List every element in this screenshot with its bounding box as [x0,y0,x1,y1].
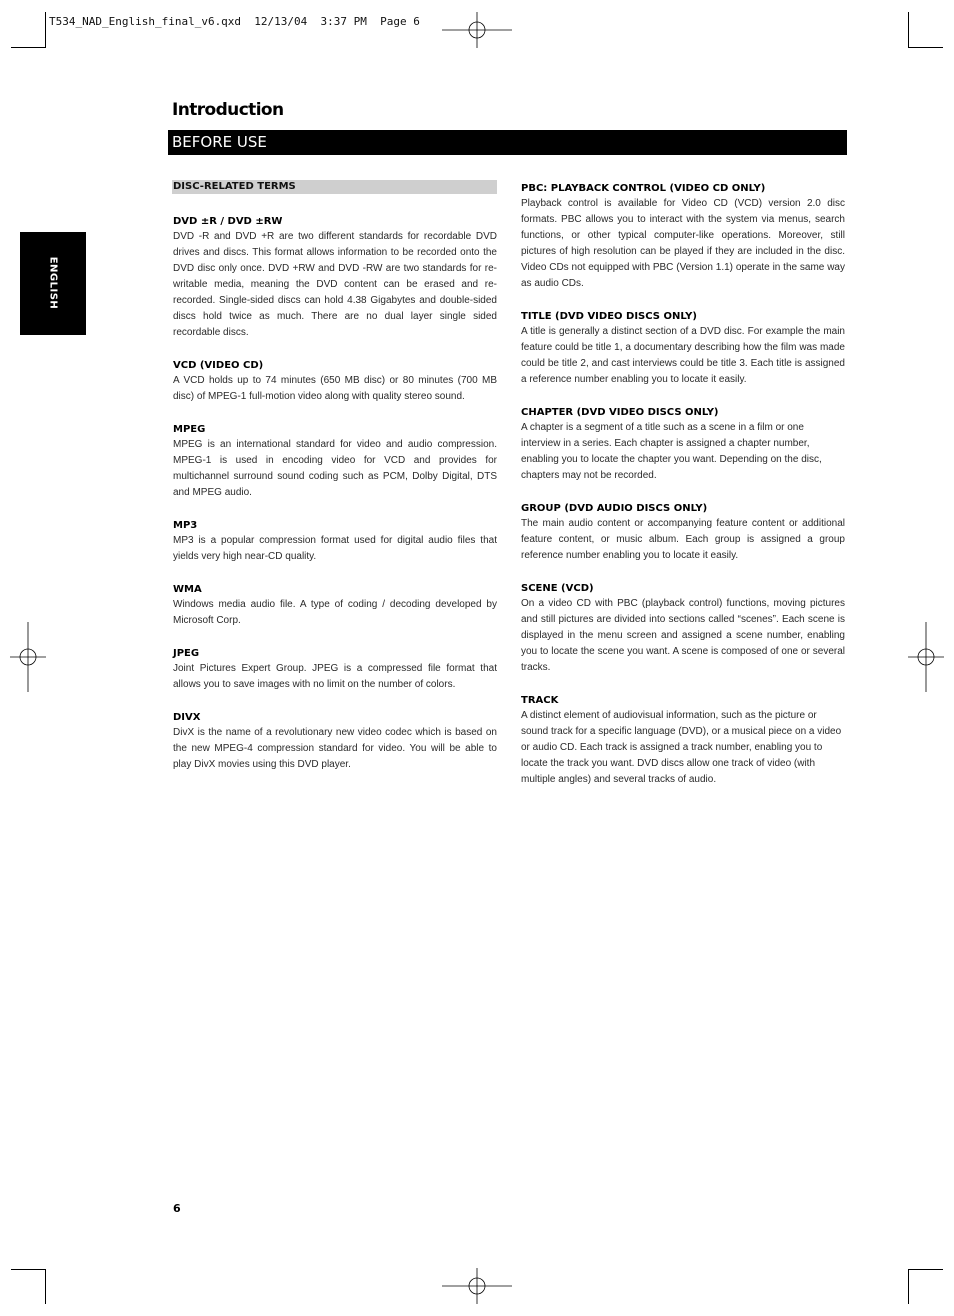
term-chapter [521,405,845,484]
page-number: 6 [173,1202,181,1215]
term-title: CHAPTER (DVD VIDEO DISCS ONLY) [521,407,719,418]
term-track [521,693,845,788]
term-wma [173,582,497,629]
term-title-dvd [521,309,845,388]
page-heading: Introduction [172,100,284,120]
term-title: MPEG [173,424,206,435]
term-dvd-r [173,214,497,341]
term-body: On a video CD with PBC (playback control) functions, moving pictures and still pictures are divided into sections called “scenes”. Each scene is displayed in the menu screen and assigned a scene number, enabling you to locate the scene you want. A scene is composed of one or several tracks. [521,598,845,673]
term-body: MPEG is an international standard for video and audio compression. MPEG-1 is used in encoding video for VCD and provides for multichannel surround sound coding such as PCM, Dolby Digital, DTS and MPEG audio. [173,439,497,498]
term-title: GROUP (DVD AUDIO DISCS ONLY) [521,503,708,514]
term-jpeg [173,646,497,693]
term-title: DIVX [173,712,201,723]
term-group [521,501,845,564]
right-column [521,180,845,805]
crop-mark [11,47,46,48]
term-title: MP3 [173,520,198,531]
crop-mark [908,1269,943,1270]
term-body: Playback control is available for Video CD (VCD) version 2.0 disc formats. PBC allows you to interact with the system via menus, search functions, or other typical computer-like operations. Moreover, still pictures of high resolution can be played if they are included in the disc. Video CDs not equipped with PBC (Version 1.1) operate in the same way as audio CDs. [521,198,845,289]
term-title: DVD ±R / DVD ±RW [173,216,283,227]
registration-mark-icon [906,622,946,692]
language-tab-label: ENGLISH [47,256,59,310]
term-body: A title is generally a distinct section of a DVD disc. For example the main feature could be title 1, a documentary describing how the film was made could be title 2, and cast interviews could be title 3. Each title is assigned a reference number enabling you to locate it easily. [521,326,845,385]
term-body: DivX is the name of a revolutionary new video codec which is based on the new MPEG-4 compression standard for video. You will be able to play DivX movies using this DVD player. [173,727,497,770]
term-title: PBC: PLAYBACK CONTROL (VIDEO CD ONLY) [521,183,766,194]
crop-mark [908,1269,909,1304]
term-body: Joint Pictures Expert Group. JPEG is a compressed file format that allows you to save images with no limit on the number of colors. [173,663,497,690]
term-body: MP3 is a popular compression format used for digital audio files that yields very high near-CD quality. [173,535,497,562]
term-body: A distinct element of audiovisual information, such as the picture or sound track for a specific language (DVD), or a musical piece on a video or audio CD. Each track is assigned a track number, enabling you to locate the track you want. DVD discs allow one track of video (with multiple angles) and several tracks of audio. [521,710,842,785]
crop-mark [908,47,943,48]
term-mpeg [173,422,497,501]
term-title: VCD (VIDEO CD) [173,360,264,371]
subheading-bar: DISC-RELATED TERMS [172,180,497,194]
crop-mark [45,12,46,47]
term-title: SCENE (VCD) [521,583,594,594]
crop-mark [45,1269,46,1304]
section-title-bar: BEFORE USE [168,130,847,155]
registration-mark-icon [442,10,512,50]
term-vcd [173,358,497,405]
term-title: TRACK [521,695,559,706]
crop-mark [908,12,909,47]
term-pbc [521,181,845,292]
term-body: The main audio content or accompanying feature content or additional feature content, or music album. Each group is assigned a group reference number enabling you to locate it easily. [521,518,845,561]
term-body: Windows media audio file. A type of coding / decoding developed by Microsoft Corp. [173,599,497,626]
term-title: TITLE (DVD VIDEO DISCS ONLY) [521,311,697,322]
term-body: A chapter is a segment of a title such as a scene in a film or one interview in a series. Each chapter is assigned a chapter number, enabling you to locate the chapter you want. Depending on the disc, chapters may not be recorded. [521,422,822,481]
term-body: A VCD holds up to 74 minutes (650 MB disc) or 80 minutes (700 MB disc) of MPEG-1 full-motion video along with quality stereo sound. [173,375,497,402]
crop-mark [11,1269,46,1270]
term-title: WMA [173,584,202,595]
term-mp3 [173,518,497,565]
term-scene [521,581,845,676]
term-body: DVD -R and DVD +R are two different standards for recordable DVD drives and discs. This format allows information to be recorded onto the DVD disc only once. DVD +RW and DVD -RW are two standards for re-writable media, meaning the DVD content can be erased and re-recorded. Single-sided discs can hold 4.38 Gigabytes and double-sided discs hold twice as much. There are no dual layer single sided recordable discs. [173,231,497,338]
term-divx [173,710,497,773]
left-column [173,180,497,790]
registration-mark-icon [442,1266,512,1306]
registration-mark-icon [8,622,48,692]
term-title: JPEG [173,648,200,659]
file-slug: T534_NAD_English_final_v6.qxd 12/13/04 3:37 PM Page 6 [49,15,420,28]
language-tab [20,232,86,335]
